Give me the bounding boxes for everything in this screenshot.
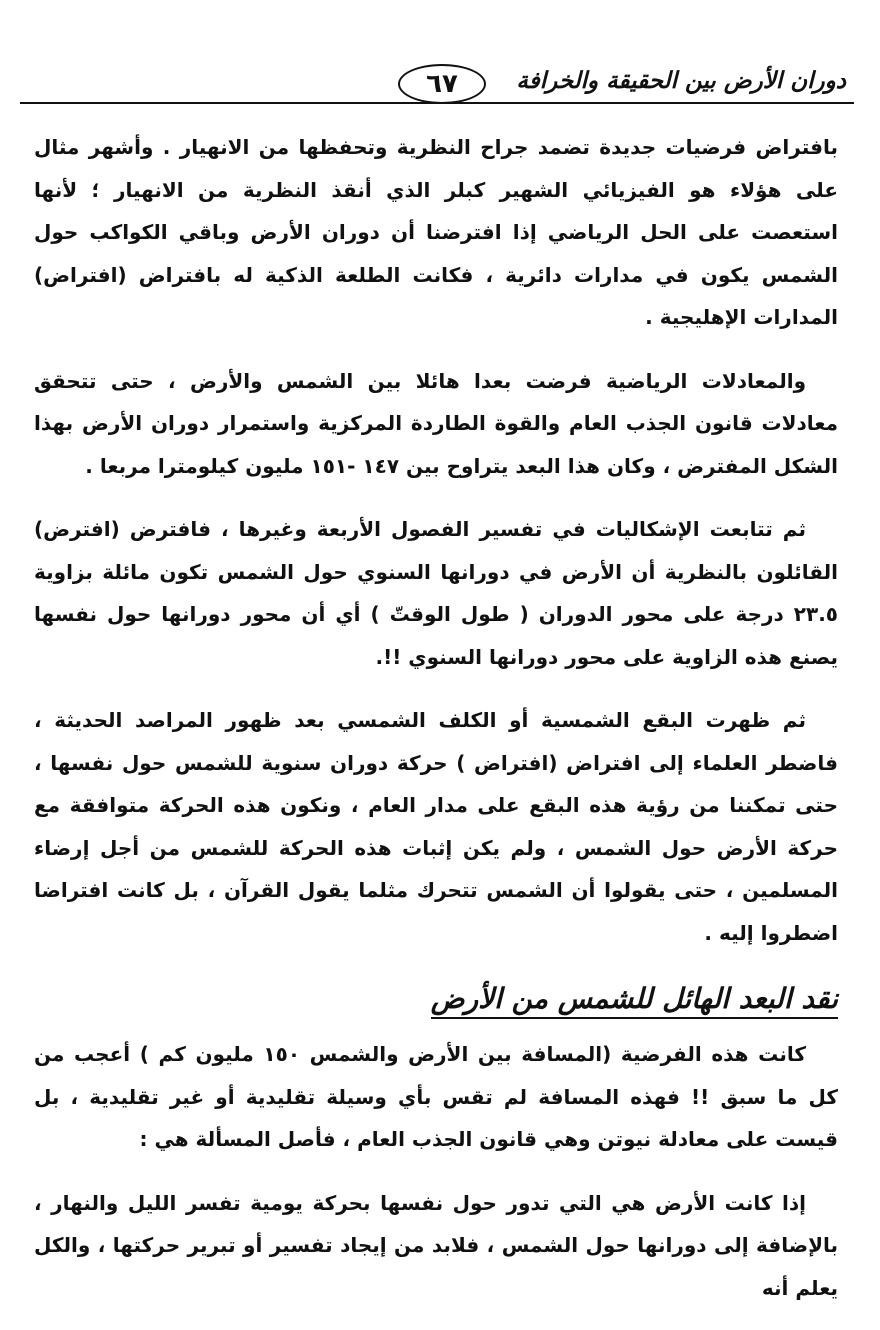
section-heading-text: نقد البعد الهائل للشمس من الأرض bbox=[431, 982, 838, 1019]
page-header bbox=[20, 58, 854, 108]
paragraph: ثم ظهرت البقع الشمسية أو الكلف الشمسي بعد ظهور المراصد الحديثة ، فاضطر العلماء إلى افتراض (افتراض ) حركة دوران سنوية للشمس حول نفسها ، حتى تمكننا من رؤية هذه البقع على مدار العام ، ونكون هذه الحركة متوافقة مع حركة الأرض حول الشمس ، ولم يكن إثبات هذه الحركة للشمس من أجل إرضاء المسلمين ، حتى يقولوا أن الشمس تتحرك مثلما يقول القرآن ، بل كانت افتراضا اضطروا إليه . bbox=[34, 708, 838, 945]
paragraph: إذا كانت الأرض هي التي تدور حول نفسها بحركة يومية تفسر الليل والنهار ، بالإضافة إلى دورانها حول الشمس ، فلابد من إيجاد تفسير أو تبرير حركتها ، والكل يعلم أنه bbox=[34, 1190, 838, 1300]
header-rule bbox=[20, 102, 854, 104]
paragraph: كانت هذه الفرضية (المسافة بين الأرض والشمس ١٥٠ مليون كم ) أعجب من كل ما سبق !! فهذه المسافة لم تقس بأي وسيلة تقليدية أو غير تقليدية ، بل قيست على معادلة نيوتن وهي قانون الجذب العام ، فأصل المسألة هي : bbox=[34, 1042, 838, 1151]
paragraph: ثم تتابعت الإشكاليات في تفسير الفصول الأربعة وغيرها ، فافترض (افترض) القائلون بالنظرية أن الأرض في دورانها السنوي حول الشمس تكون مائلة بزاوية ٢٣.٥ درجة على محور الدوران ( طول الوقتّ ) أي أن محور دورانها حول نفسها يصنع هذه الزاوية على محور دورانها السنوي !!. bbox=[34, 517, 838, 669]
paragraph: بافتراض فرضيات جديدة تضمد جراح النظرية وتحفظها من الانهيار . وأشهر مثال على هؤلاء هو الفيزيائي الشهير كبلر الذي أنقذ النظرية من الانهيار ؛ لأنها استعصت على الحل الرياضي إذا افترضنا أن دوران الأرض وباقي الكواكب حول الشمس يكون في مدارات دائرية ، فكانت الطلعة الذكية له بافتراض (افتراض) المدارات الإهليجية . bbox=[34, 135, 838, 329]
paragraph: والمعادلات الرياضية فرضت بعدا هائلا بين الشمس والأرض ، حتى تتحقق معادلات قانون الجذب العام والقوة الطاردة المركزية واستمرار دوران الأرض بهذا الشكل المفترض ، وكان هذا البعد يتراوح بين ١٤٧ -١٥١ مليون كيلومترا مربعا . bbox=[34, 368, 838, 478]
section-heading bbox=[34, 975, 838, 1023]
page-body bbox=[34, 126, 838, 1330]
running-title: دوران الأرض بين الحقيقة والخرافة bbox=[516, 68, 846, 94]
page-number: ٦٧ bbox=[398, 64, 486, 104]
